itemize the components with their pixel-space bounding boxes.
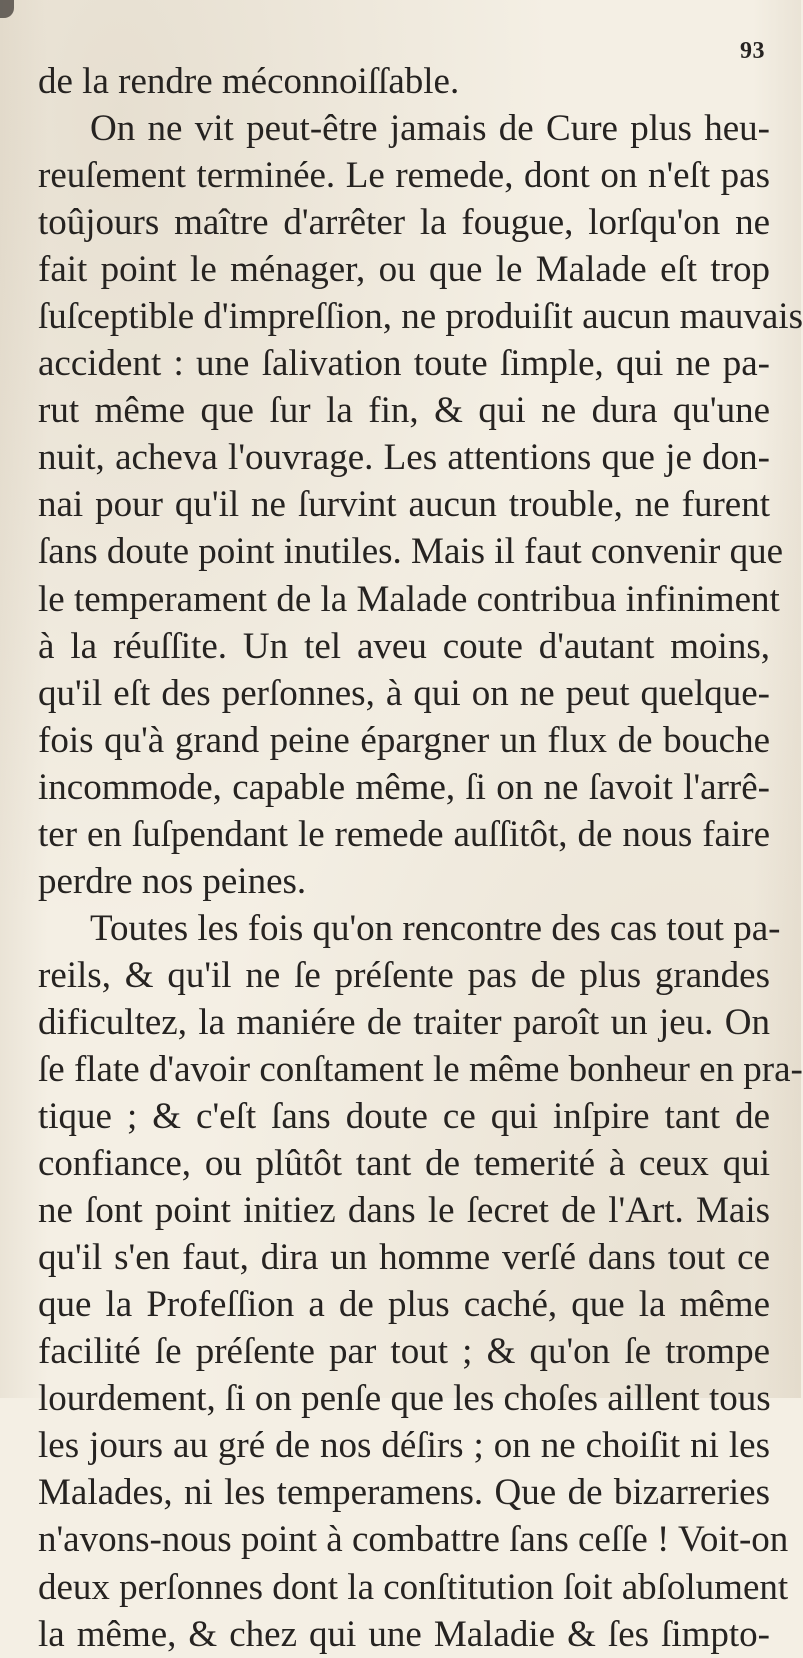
text-line: confiance, ou plûtôt tant de temerité à ceux qui: [38, 1143, 770, 1185]
text-line: les jours au gré de nos déſirs ; on ne choiſit ni les: [38, 1425, 770, 1467]
text-line: qu'il s'en faut, dira un homme verſé dans tout ce: [38, 1237, 770, 1279]
text-line: incommode, capable même, ſi on ne ſavoit l'arrê-: [38, 766, 770, 808]
text-line: deux perſonnes dont la conſtitution ſoit abſolument: [38, 1566, 789, 1608]
text-line: facilité ſe préſente par tout ; & qu'on ſe trompe: [38, 1331, 770, 1373]
text-line: tique ; & c'eſt ſans doute ce qui inſpire tant de: [38, 1096, 770, 1138]
text-line: reuſement terminée. Le remede, dont on n'eſt pas: [38, 155, 770, 197]
text-line: accident : une ſalivation toute ſimple, qui ne pa-: [38, 343, 770, 385]
text-line: On ne vit peut-être jamais de Cure plus heu-: [90, 108, 770, 150]
text-line: perdre nos peines.: [38, 860, 307, 902]
page-corner-damage: [0, 0, 14, 18]
text-line: fois qu'à grand peine épargner un flux de bouche: [38, 719, 770, 761]
text-line: toûjours maître d'arrêter la fougue, lorſqu'on ne: [38, 202, 770, 244]
text-line: lourdement, ſi on penſe que les choſes aillent tous: [38, 1378, 771, 1420]
text-line: Malades, ni les temperamens. Que de bizarreries: [38, 1472, 770, 1514]
text-line: à la réuſſite. Un tel aveu coute d'autant moins,: [38, 625, 770, 667]
text-line: ter en ſuſpendant le remede auſſitôt, de nous faire: [38, 813, 770, 855]
text-line: ſuſceptible d'impreſſion, ne produiſit aucun mauvais: [38, 296, 803, 338]
text-line: ne ſont point initiez dans le ſecret de l'Art. Mais: [38, 1190, 770, 1232]
text-line: de la rendre méconnoiſſable.: [38, 61, 460, 102]
text-line: n'avons-nous point à combattre ſans ceſſe ! Voit-on: [38, 1519, 789, 1561]
text-line: Toutes les fois qu'on rencontre des cas tout pa-: [90, 907, 781, 949]
text-line: que la Profeſſion a de plus caché, que la même: [38, 1284, 770, 1326]
text-line: qu'il eſt des perſonnes, à qui on ne peut quelque-: [38, 672, 770, 714]
text-line: ſans doute point inutiles. Mais il faut convenir que: [38, 531, 784, 573]
text-line: le temperament de la Malade contribua infiniment: [38, 578, 780, 620]
text-line: dificultez, la maniére de traiter paroît un jeu. On: [38, 1001, 770, 1043]
page-number: 93: [740, 38, 765, 64]
text-line: nuit, acheva l'ouvrage. Les attentions que je don-: [38, 437, 770, 479]
text-line: fait point le ménager, ou que le Malade eſt trop: [38, 249, 770, 291]
text-line: reils, & qu'il ne ſe préſente pas de plus grandes: [38, 954, 770, 996]
text-line: la même, & chez qui une Maladie & ſes ſimpto-: [38, 1613, 770, 1655]
text-line: ſe flate d'avoir conſtament le même bonheur en pra-: [38, 1048, 803, 1090]
page-text: [38, 58, 803, 1658]
text-line: rut même que ſur la fin, & qui ne dura qu'une: [38, 390, 770, 432]
text-line: nai pour qu'il ne ſurvint aucun trouble, ne furent: [38, 484, 770, 526]
